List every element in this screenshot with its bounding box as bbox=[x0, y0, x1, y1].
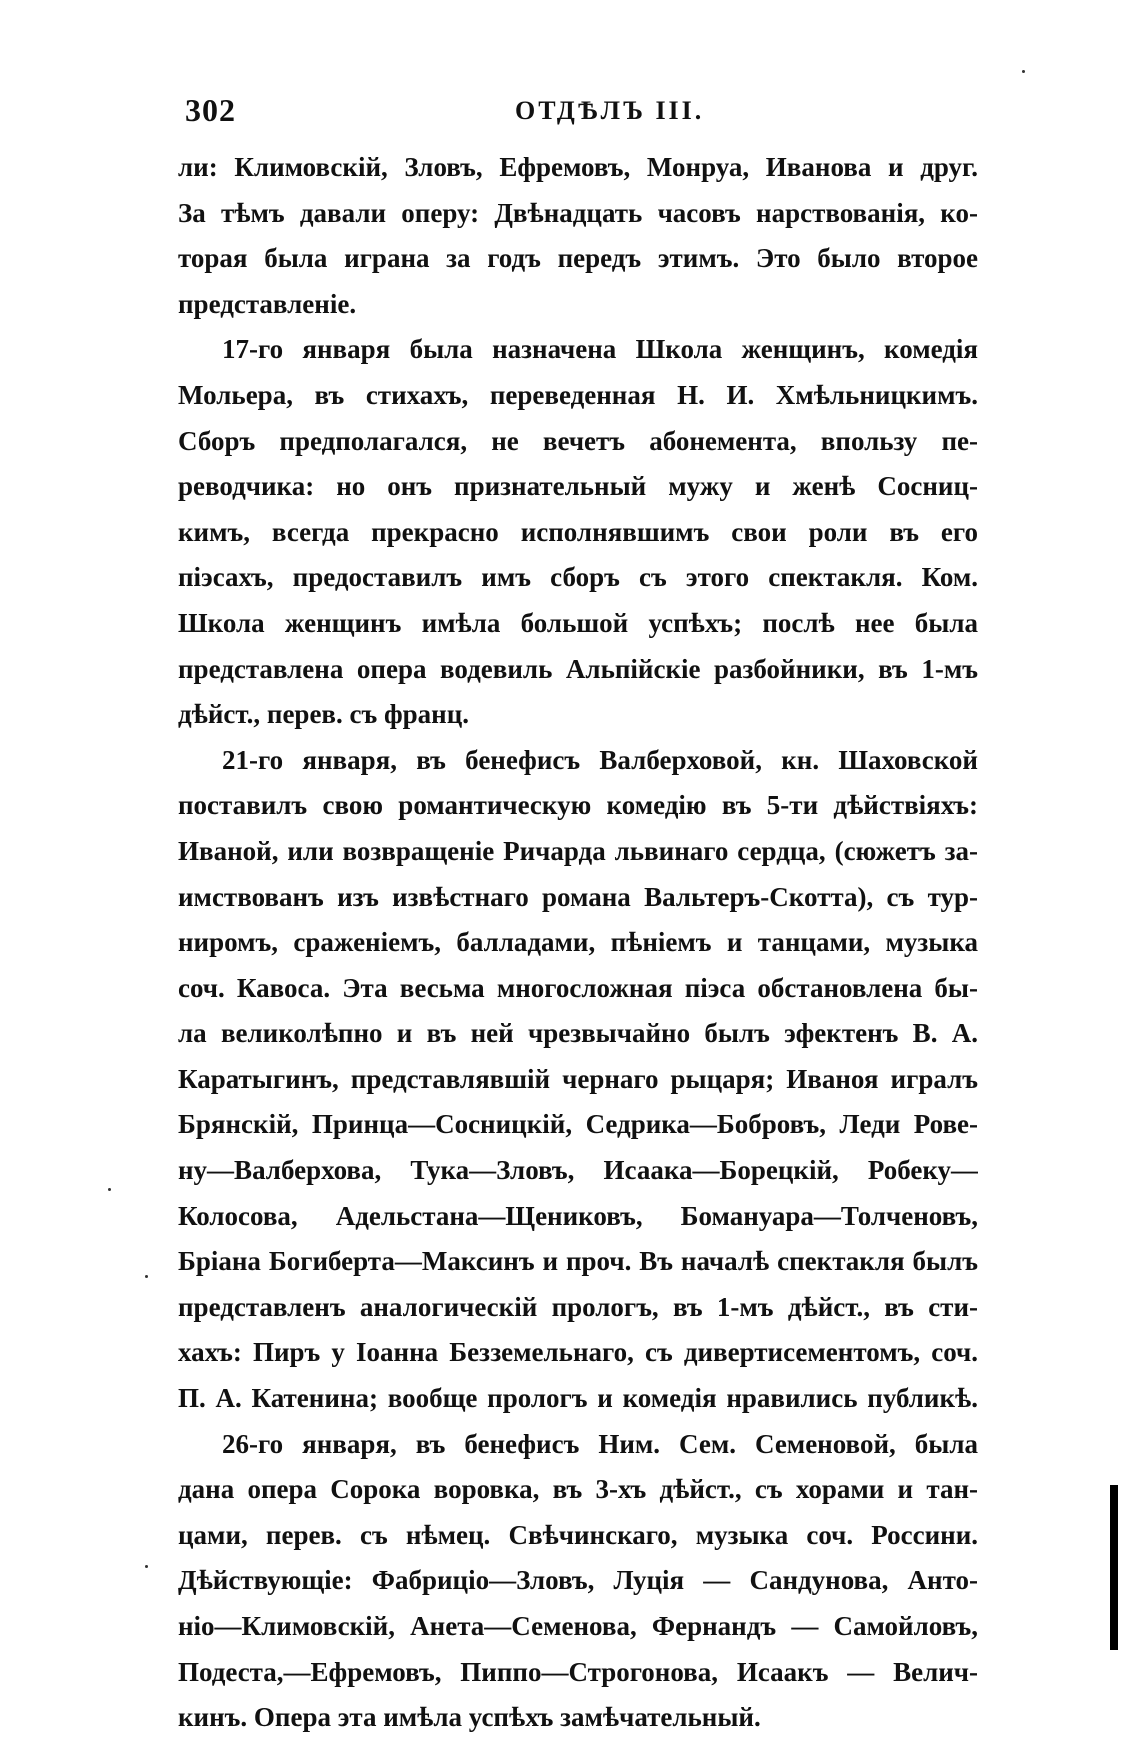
text-line: дѣйст., перев. съ франц. bbox=[178, 699, 470, 730]
text-line: дана опера Сорока воровка, въ 3-хъ дѣйст., съ хорами и тан- bbox=[178, 1474, 978, 1505]
text-line: Подеста,—Ефремовъ, Пиппо—Строгонова, Исаакъ — Велич- bbox=[178, 1656, 978, 1687]
text-line: поставилъ свою романтическую комедію въ 5-ти дѣйствіяхъ: bbox=[178, 790, 978, 821]
text-line: піэсахъ, предоставилъ имъ сборъ съ этого спектакля. Ком. bbox=[178, 562, 978, 593]
text-line: ну—Валберхова, Тука—Зловъ, Исаака—Борецкій, Робеку— bbox=[178, 1155, 978, 1186]
scan-speck bbox=[108, 1188, 111, 1191]
text-line: П. А. Катенина; вообще прологъ и комедія нравились публикѣ. bbox=[178, 1383, 978, 1414]
text-line: реводчика: но онъ признательный мужу и женѣ Сосниц- bbox=[178, 471, 978, 502]
text-line: торая была играна за годъ передъ этимъ. Это было второе bbox=[178, 243, 978, 274]
scan-speck bbox=[145, 1565, 148, 1568]
text-line: хахъ: Пиръ у Іоанна Безземельнаго, съ дивертисементомъ, соч. bbox=[178, 1337, 978, 1368]
running-head: ОТДѢЛЪ III. bbox=[515, 96, 705, 125]
text-line: Мольера, въ стихахъ, переведенная Н. И. Хмѣльницкимъ. bbox=[178, 379, 978, 410]
text-line: представлена опера водевиль Альпійскіе разбойники, въ 1-мъ bbox=[178, 653, 978, 684]
page-number: 302 bbox=[185, 92, 236, 128]
page-header bbox=[185, 92, 975, 132]
text-line: Брянскій, Принца—Сосницкій, Седрика—Бобровъ, Леди Рове- bbox=[178, 1109, 978, 1140]
text-line: представленъ аналогическій прологъ, въ 1-мъ дѣйст., въ сти- bbox=[178, 1291, 978, 1322]
scan-speck bbox=[145, 1275, 148, 1278]
text-line: Дѣйствующіе: Фабриціо—Зловъ, Луція — Сандунова, Анто- bbox=[178, 1565, 978, 1596]
text-line: соч. Кавоса. Эта весьма многосложная піэса обстановлена бы- bbox=[178, 972, 978, 1003]
text-line: Школа женщинъ имѣла большой успѣхъ; послѣ нее была bbox=[178, 607, 978, 638]
text-line: Колосова, Адельстана—Щениковъ, Бомануара—Толченовъ, bbox=[178, 1200, 978, 1231]
scan-edge-mark bbox=[1110, 1485, 1118, 1650]
text-line: 17-го января была назначена Школа женщинъ, комедія bbox=[222, 334, 978, 365]
text-line: Иваной, или возвращеніе Ричарда львинаго сердца, (сюжетъ за- bbox=[178, 835, 978, 866]
text-line: Каратыгинъ, представлявшій чернаго рыцаря; Иваноя игралъ bbox=[178, 1063, 978, 1094]
text-line: цами, перев. съ нѣмец. Свѣчинскаго, музыка соч. Россини. bbox=[178, 1519, 978, 1550]
text-line: За тѣмъ давали оперу: Двѣнадцать часовъ нарствованія, ко- bbox=[178, 197, 978, 228]
text-line: ла великолѣпно и въ ней чрезвычайно былъ эфектенъ В. А. bbox=[178, 1018, 978, 1049]
text-line: кинъ. Опера эта имѣла успѣхъ замѣчательный. bbox=[178, 1702, 761, 1733]
text-line: имствованъ изъ извѣстнаго романа Вальтеръ-Скотта), съ тур- bbox=[178, 881, 978, 912]
text-line: Бріана Богиберта—Максинъ и проч. Въ началѣ спектакля былъ bbox=[178, 1246, 978, 1277]
text-line: кимъ, всегда прекрасно исполнявшимъ свои роли въ его bbox=[178, 516, 978, 547]
text-line: 21-го января, въ бенефисъ Валберховой, кн. Шаховской bbox=[222, 744, 978, 775]
text-line: представленіе. bbox=[178, 288, 357, 319]
text-line: 26-го января, въ бенефисъ Ним. Сем. Семеновой, была bbox=[222, 1428, 978, 1459]
text-line: Сборъ предполагался, не вечетъ абонемента, впользу пе- bbox=[178, 425, 978, 456]
body-text bbox=[178, 145, 978, 1741]
text-line: ли: Климовскій, Зловъ, Ефремовъ, Монруа, Иванова и друг. bbox=[178, 152, 978, 182]
text-line: ниромъ, сраженіемъ, балладами, пѣніемъ и танцами, музыка bbox=[178, 927, 978, 958]
scan-speck bbox=[1022, 70, 1025, 73]
text-line: ніо—Климовскій, Анета—Семенова, Фернандъ — Самойловъ, bbox=[178, 1611, 978, 1641]
